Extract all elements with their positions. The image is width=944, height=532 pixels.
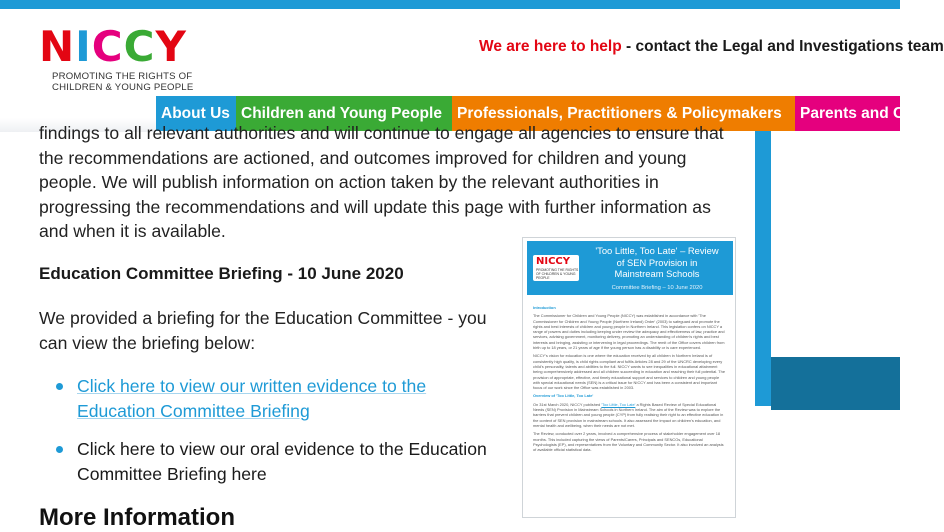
thumbnail-text: a Rights Based Review of Special Educational Needs (SEN) Provision in Mainstream Schools in Northern Ireland. The aim of the Review was to explore the barriers that prevent children and young people (CYP) from fully realising their right to an effective education in the context of SEN provision in mainstream schools. It also assessed the impact on children's education, and mental health and wellbeing, when their needs are not met. (533, 401, 724, 428)
nav-children-young-people[interactable]: Children and Young People (236, 96, 452, 131)
logo-tagline (52, 71, 193, 93)
logo-letter: Y (155, 22, 187, 71)
more-information-heading: More Information (39, 504, 235, 531)
logo-letter: I (75, 22, 92, 71)
list-item (56, 374, 506, 423)
thumbnail-section-heading: Overview of 'Too Little, Too Late' (533, 393, 594, 399)
report-thumbnail[interactable] (522, 237, 736, 518)
help-rest-text: - contact the Legal and Investigations team (621, 38, 944, 55)
nav-professionals[interactable]: Professionals, Practitioners & Policymakers (452, 96, 795, 131)
thumbnail-text: On 31st March 2020, NICCY published (533, 401, 602, 407)
oral-evidence-text: Click here to view our oral evidence to the Education Committee Briefing here (77, 439, 487, 484)
logo-wordmark (39, 22, 187, 71)
thumbnail-header (527, 241, 733, 295)
logo-letter: N (39, 22, 76, 71)
written-evidence-link[interactable]: Click here to view our written evidence to the Education Committee Briefing (77, 376, 427, 421)
thumbnail-logo-tag: PROMOTING THE RIGHTS OF CHILDREN & YOUNG PEOPLE (536, 268, 579, 280)
thumbnail-body (533, 304, 727, 455)
thumbnail-report-link: 'Too Little, Too Late' (601, 401, 636, 407)
briefing-links-list (56, 374, 506, 500)
help-contact-link[interactable] (479, 38, 944, 56)
logo-tagline-line: CHILDREN & YOUNG PEOPLE (52, 82, 194, 93)
sidebar-panel-inner (771, 131, 900, 357)
briefing-intro-paragraph: We provided a briefing for the Education Committee - you can view the briefing below: (39, 308, 487, 353)
nav-about-us[interactable]: About Us (156, 96, 236, 131)
logo-letter: C (91, 22, 124, 71)
section-heading-briefing: Education Committee Briefing - 10 June 2020 (39, 264, 404, 283)
thumbnail-paragraph (533, 402, 727, 428)
thumbnail-section-heading: Introduction (533, 305, 556, 310)
top-color-strip (0, 0, 900, 9)
thumbnail-paragraph: The Review, conducted over 2 years, involved a comprehensive process of stakeholder engagement over 18 months. This included capturing the views of Parents/Carers, Principals and SENCOs, Educational Psychologists (EP), and representatives from the Voluntary and Community Sector. It also involved an analysis of available official statistical data. (533, 431, 724, 453)
thumbnail-subtitle: Committee Briefing – 10 June 2020 (611, 285, 703, 291)
nav-parents-carers[interactable]: Parents and Carers (795, 96, 900, 131)
logo-tagline-line: PROMOTING THE RIGHTS OF (52, 71, 193, 82)
thumbnail-logo-word: NICCY (536, 256, 571, 267)
sidebar-button[interactable] (771, 357, 900, 410)
thumbnail-logo (533, 255, 579, 281)
thumbnail-paragraph: The Commissioner for Children and Young People (NICCY) was established in accordance with 'The Commissioner for Children and Young People (Northern Ireland) Order' (2003) to safeguard and promote the rights and best interests of children and young people in Northern Ireland. This legislation confers on NICCY a range of powers and duties including keeping under review the adequacy and effectiveness of law, practice and services, advising government, monitoring delivery, promoting an understanding of children's rights and best interests and bringing, assisting or intervening in legal proceedings. The remit of the Office covers children from birth up to 18 years, or 21 years of age if the young person has a disability or is care experienced. (533, 313, 725, 351)
thumbnail-title: 'Too Little, Too Late' – Review of SEN Provision in Mainstream Schools (595, 245, 719, 279)
help-emphasis: We are here to help (479, 38, 622, 55)
list-item (56, 437, 506, 486)
body-paragraph: findings to all relevant authorities and will continue to engage all agencies to ensure that the recommendations are actioned, and outcomes improved for children and young people. We will publish information on action taken by the relevant authorities in progressing the recommendations and will update this page with further information as and when it is available. (39, 123, 724, 242)
logo-letter: C (123, 22, 156, 71)
thumbnail-paragraph: NICCY's vision for education is one where the education received by all children in Northern Ireland is of consistently high quality, is child rights compliant and fulfils Articles 28 and 29 of the UNCRC developing every child's personality, talents and abilities to the full. NICCY wants to see inequalities in educational attainment being comprehensively addressed and all children succeeding in education and reaching their full potential. The provision of appropriate, effective, and timely educational support and services to children and young people with special educational needs (SEN) is a critical issue for NICCY and has been a consistent and important focus of our work since the Office was established in 2003. (533, 353, 725, 391)
niccy-logo[interactable] (39, 22, 209, 98)
